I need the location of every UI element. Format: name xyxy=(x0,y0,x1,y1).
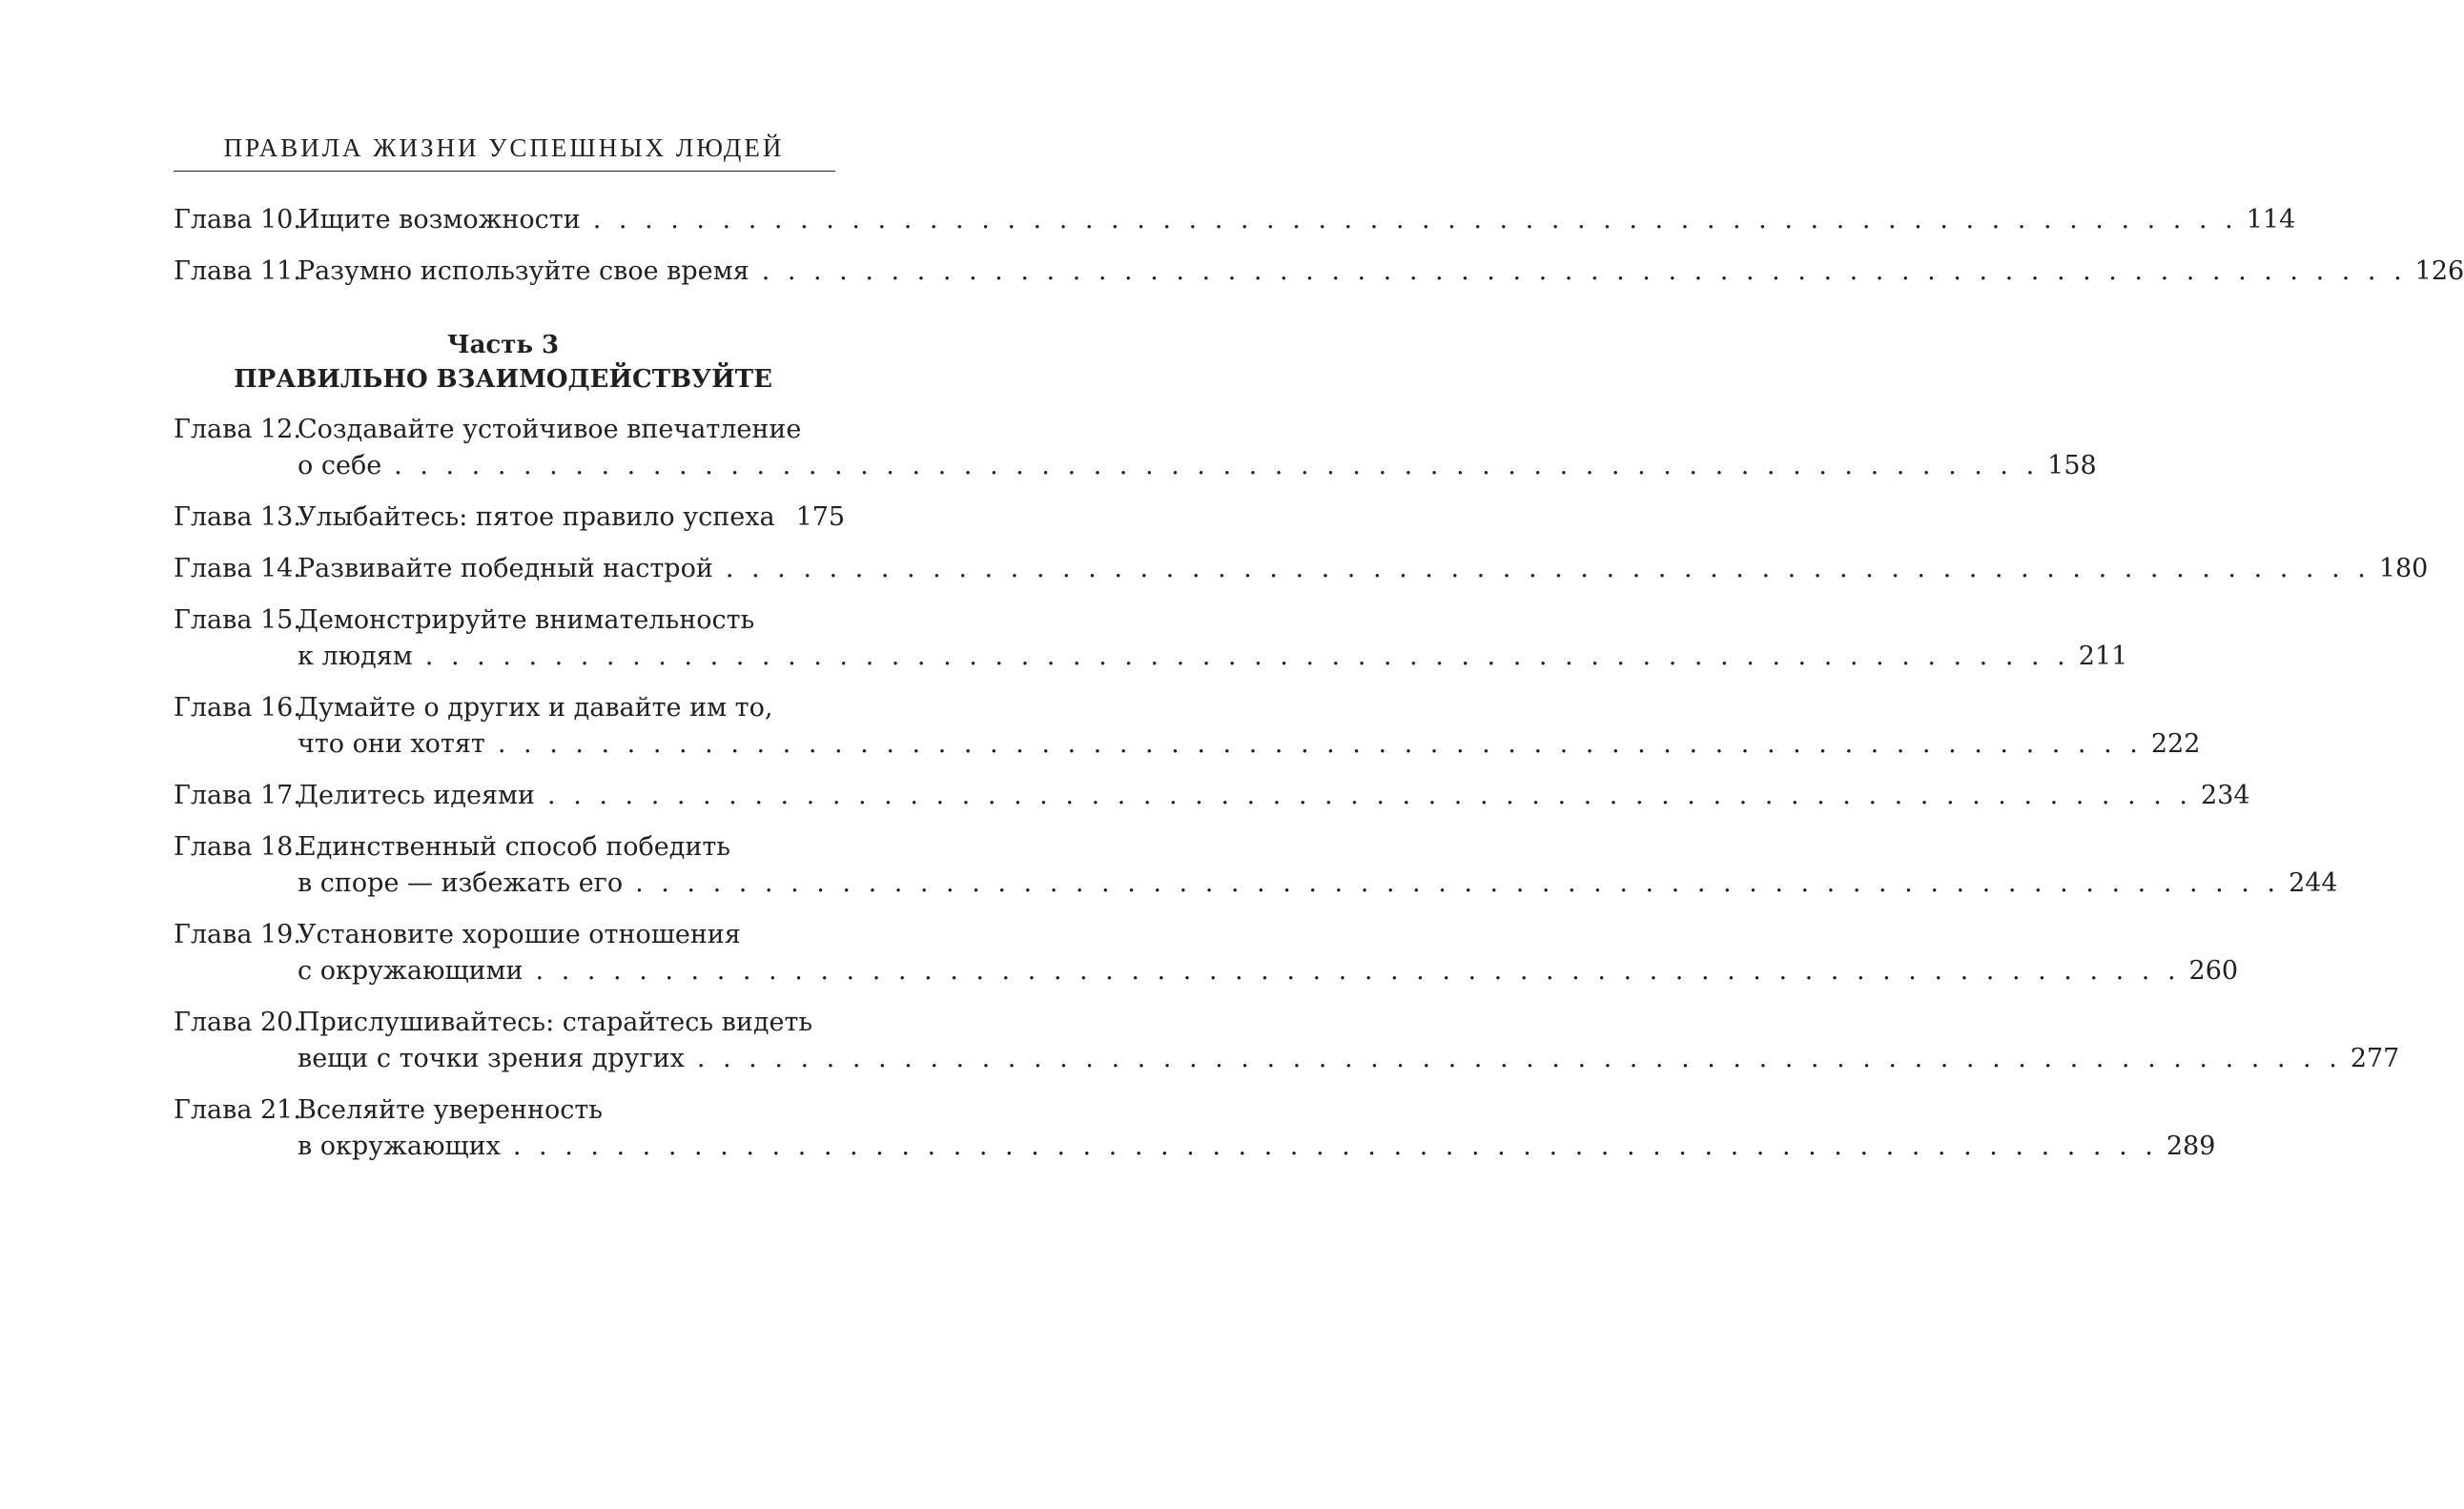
toc-entry xyxy=(174,778,2250,814)
chapter-last-line xyxy=(298,866,2338,902)
chapter-label: Глава 16. xyxy=(174,693,301,723)
toc-entry xyxy=(174,1092,2216,1165)
page-number: 234 xyxy=(2201,781,2250,810)
chapter-title-line: в окружающих xyxy=(298,1132,501,1161)
toc-entry xyxy=(174,551,2429,587)
chapter-title-line: Единственный способ победить xyxy=(298,832,730,862)
chapter-label: Глава 20. xyxy=(174,1008,301,1037)
chapter-body xyxy=(298,551,2429,587)
chapter-label: Глава 10. xyxy=(174,205,301,235)
chapter-title-line: с окружающими xyxy=(298,956,524,986)
header-rule xyxy=(174,171,835,172)
chapter-title-line: в споре — избежать его xyxy=(298,868,624,898)
page-number: 114 xyxy=(2246,205,2296,235)
page-number: 222 xyxy=(2150,729,2201,759)
chapter-last-line xyxy=(298,254,2464,290)
toc-entry xyxy=(174,412,2097,484)
chapter-title-line: Думайте о других и давайте им то, xyxy=(298,693,773,723)
toc-entry xyxy=(174,254,2464,290)
chapter-body xyxy=(298,1092,2216,1165)
chapter-body xyxy=(298,602,2128,675)
chapter-last-line xyxy=(298,639,2128,675)
chapter-body xyxy=(298,917,2239,989)
page-number: 289 xyxy=(2166,1132,2216,1161)
page-number: 175 xyxy=(795,502,846,532)
chapter-label: Глава 17. xyxy=(174,781,301,810)
toc-group-before xyxy=(174,202,2464,290)
chapter-last-line xyxy=(298,202,2296,238)
toc-entry xyxy=(174,202,2296,238)
chapter-label: Глава 21. xyxy=(174,1095,301,1125)
chapter-title-line: Развивайте победный настрой xyxy=(298,554,713,583)
toc-entry xyxy=(174,602,2128,675)
chapter-last-line xyxy=(298,1129,2216,1165)
chapter-title-line: к людям xyxy=(298,642,413,671)
part-number: Часть 3 xyxy=(446,331,560,359)
page-number: 180 xyxy=(2378,554,2429,583)
chapter-last-line xyxy=(298,448,2097,484)
chapter-label: Глава 13. xyxy=(174,502,301,532)
chapter-title-line: Вселяйте уверенность xyxy=(298,1095,603,1125)
toc-entry xyxy=(174,829,2338,902)
dot-leader: . . . . . . . . . . . . . . . . . . . . . . . . . . . . . . . . . . . . . . . . . . . . . . . . . . . . . . . . . . . . . . . . xyxy=(512,1132,2158,1161)
page-number: 158 xyxy=(2047,451,2097,480)
part-title: ПРАВИЛЬНО ВЗАИМОДЕЙСТВУЙТЕ xyxy=(234,365,772,394)
dot-leader: . . . . . . . . . . . . . . . . . . . . . . . . . . . . . . . . . . . . . . . . . . . . . . . . . . . . . . . . . . . . . . . . xyxy=(725,554,2371,583)
chapter-title-line: Разумно используйте свое время xyxy=(298,256,749,286)
page-number: 277 xyxy=(2350,1044,2400,1073)
running-head: ПРАВИЛА ЖИЗНИ УСПЕШНЫХ ЛЮДЕЙ xyxy=(223,133,785,162)
dot-leader: . . . . . . . . . . . . . . . . . . . . . . . . . . . . . . . . . . . . . . . . . . . . . . . . . . . . . . . . . . . . . . . . xyxy=(635,868,2281,898)
toc-entry xyxy=(174,690,2201,763)
chapter-title-line: Прислушивайтесь: старайтесь видеть xyxy=(298,1008,813,1037)
page-number: 126 xyxy=(2414,256,2464,286)
chapter-title-line: что они хотят xyxy=(298,729,485,759)
chapter-label: Глава 14. xyxy=(174,554,301,583)
part-heading xyxy=(174,328,832,397)
chapter-title-line: Создавайте устойчивое впечатление xyxy=(298,415,802,444)
dot-leader: . . . . . . . . . . . . . . . . . . . . . . . . . . . . . . . . . . . . . . . . . . . . . . . . . . . . . . . . . . . . . . . . xyxy=(424,642,2070,671)
chapter-title-line: Установите хорошие отношения xyxy=(298,920,741,949)
chapter-title-line: Делитесь идеями xyxy=(298,781,536,810)
dot-leader: . . . . . . . . . . . . . . . . . . . . . . . . . . . . . . . . . . . . . . . . . . . . . . . . . . . . . . . . . . . . . . . . xyxy=(696,1044,2342,1073)
chapter-title-line: вещи с точки зрения других xyxy=(298,1044,685,1073)
chapter-body xyxy=(298,254,2464,290)
page-number: 244 xyxy=(2289,868,2338,898)
dot-leader: . . . . . . . . . . . . . . . . . . . . . . . . . . . . . . . . . . . . . . . . . . . . . . . . . . . . . . . . . . . . . . . . xyxy=(394,451,2040,480)
chapter-label: Глава 15. xyxy=(174,605,301,635)
chapter-body xyxy=(298,1005,2400,1077)
chapter-body xyxy=(298,778,2250,814)
chapter-label: Глава 11. xyxy=(174,256,301,286)
page-number: 211 xyxy=(2078,642,2128,671)
toc-entry xyxy=(174,500,846,536)
toc-entry xyxy=(174,917,2239,989)
toc-entry xyxy=(174,1005,2400,1077)
dot-leader: . . . . . . . . . . . . . . . . . . . . . . . . . . . . . . . . . . . . . . . . . . . . . . . . . . . . . . . . . . . . . . . . xyxy=(761,256,2407,286)
chapter-title-line: Демонстрируйте внимательность xyxy=(298,605,755,635)
chapter-label: Глава 19. xyxy=(174,920,301,949)
chapter-body xyxy=(298,829,2338,902)
dot-leader: . . . . . . . . . . . . . . . . . . . . . . . . . . . . . . . . . . . . . . . . . . . . . . . . . . . . . . . . . . . . . . . . xyxy=(547,781,2193,810)
chapter-last-line xyxy=(298,1041,2400,1077)
chapter-last-line xyxy=(298,726,2201,763)
chapter-title-line: о себе xyxy=(298,451,382,480)
chapter-body xyxy=(298,500,846,536)
table-of-contents xyxy=(174,202,2464,1180)
chapter-body xyxy=(298,202,2296,238)
chapter-last-line xyxy=(298,953,2239,989)
dot-leader: . . . . . . . . . . . . . . . . . . . . . . . . . . . . . . . . . . . . . . . . . . . . . . . . . . . . . . . . . . . . . . . . xyxy=(497,729,2143,759)
toc-group-after xyxy=(174,412,2429,1165)
dot-leader: . . . . . . . . . . . . . . . . . . . . . . . . . . . . . . . . . . . . . . . . . . . . . . . . . . . . . . . . . . . . . . . . xyxy=(592,205,2238,235)
chapter-title-line: Ищите возможности xyxy=(298,205,581,235)
chapter-last-line xyxy=(298,551,2429,587)
chapter-title-line: Улыбайтесь: пятое правило успеха xyxy=(298,502,775,532)
dot-leader: . . . . . . . . . . . . . . . . . . . . . . . . . . . . . . . . . . . . . . . . . . . . . . . . . . . . . . . . . . . . . . . . xyxy=(535,956,2181,986)
chapter-last-line xyxy=(298,500,846,536)
chapter-label: Глава 18. xyxy=(174,832,301,862)
chapter-last-line xyxy=(298,778,2250,814)
chapter-body xyxy=(298,690,2201,763)
chapter-label: Глава 12. xyxy=(174,415,301,444)
page-number: 260 xyxy=(2188,956,2239,986)
chapter-body xyxy=(298,412,2097,484)
